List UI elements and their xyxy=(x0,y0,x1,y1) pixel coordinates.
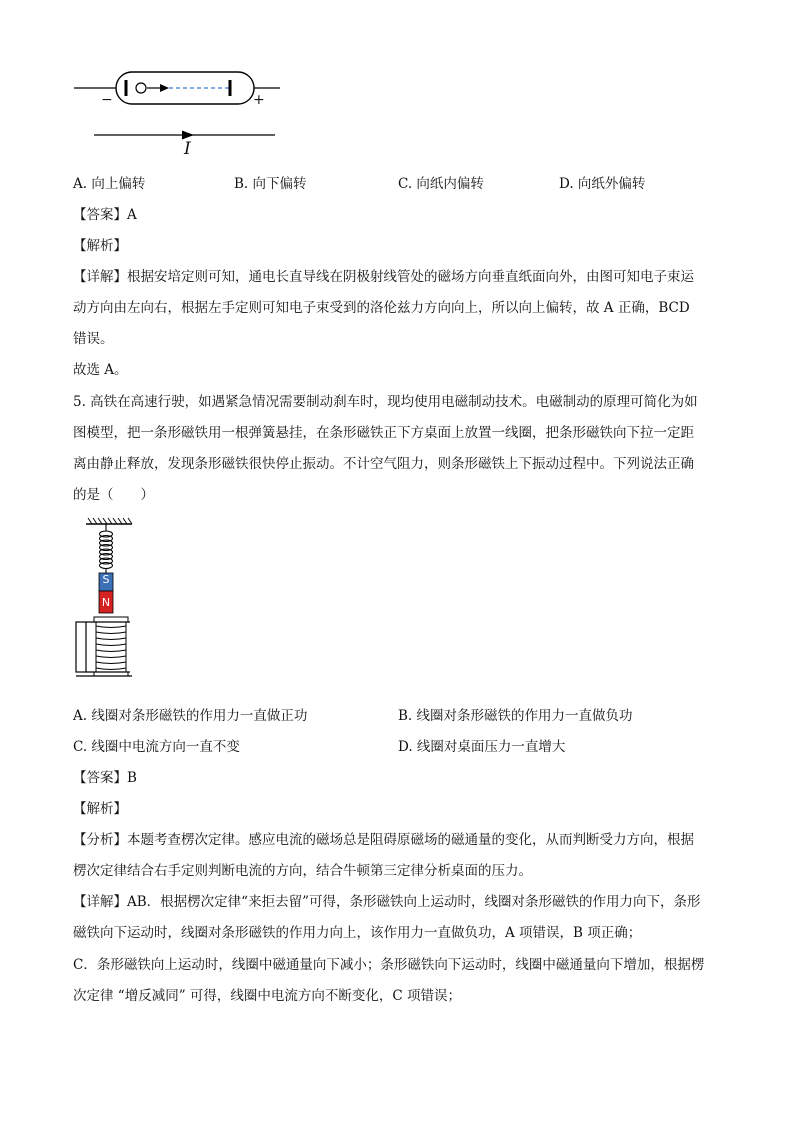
cathode-ray-tube-figure xyxy=(70,66,285,161)
q5-stem-line-3: 离由静止释放，发现条形磁铁很快停止振动。不计空气阻力，则条形磁铁上下振动过程中。下列说法正确 xyxy=(73,456,694,472)
q5-stem-line-2: 图模型，把一条形磁铁用一根弹簧悬挂，在条形磁铁正下方桌面上放置一线圈，把条形磁铁向下拉一定距 xyxy=(73,425,694,441)
q5-option-d: D. 线圈对桌面压力一直增大 xyxy=(398,739,566,755)
q5-detail-line-2: 磁铁向下运动时，线圈对条形磁铁的作用力向上，该作用力一直做负功，A 项错误，B 项正确； xyxy=(73,925,642,941)
q5-detail-line-1: 【详解】AB．根据楞次定律“来拒去留”可得，条形磁铁向上运动时，线圈对条形磁铁的作用力向下，条形 xyxy=(73,894,701,910)
q4-analysis-heading: 【解析】 xyxy=(73,238,127,254)
q5-option-b: B. 线圈对条形磁铁的作用力一直做负功 xyxy=(398,708,633,724)
q5-answer: 【答案】B xyxy=(73,770,137,786)
q4-option-a: A. 向上偏转 xyxy=(73,176,146,192)
q5-analysis-heading: 【解析】 xyxy=(73,801,127,817)
q5-detail-line-3: C．条形磁铁向上运动时，线圈中磁通量向下减小；条形磁铁向下运动时，线圈中磁通量向下增加，根据楞 xyxy=(73,957,705,973)
q5-option-c: C. 线圈中电流方向一直不变 xyxy=(73,739,240,755)
q4-option-b: B. 向下偏转 xyxy=(234,176,307,192)
magnet-n-label: N xyxy=(101,596,111,609)
q5-stem-line-4: 的是（ ） xyxy=(73,487,154,503)
q4-detail-line-3: 错误。 xyxy=(73,331,114,347)
q4-detail-line-2: 动方向由左向右，根据左手定则可知电子束受到的洛伦兹力方向向上，所以向上偏转，故 A 正确，BCD xyxy=(73,300,690,316)
q5-detail-line-4: 次定律 “增反减同” 可得，线圈中电流方向不断变化，C 项错误； xyxy=(73,988,462,1004)
q5-fenxi-line-1: 【分析】本题考查楞次定律。感应电流的磁场总是阻碍原磁场的磁通量的变化，从而判断受力方向，根据 xyxy=(73,832,694,848)
plus-sign: + xyxy=(253,92,265,108)
q4-answer: 【答案】A xyxy=(73,207,137,223)
q5-stem-line-1: 5. 高铁在高速行驶，如遇紧急情况需要制动刹车时，现均使用电磁制动技术。电磁制动的原理可简化为如 xyxy=(73,394,698,410)
q4-choose: 故选 A。 xyxy=(73,362,128,378)
magnet-s-label: S xyxy=(102,573,110,586)
current-label: I xyxy=(184,139,191,159)
q4-option-c: C. 向纸内偏转 xyxy=(398,176,484,192)
q5-fenxi-line-2: 楞次定律结合右手定则判断电流的方向，结合牛顿第三定律分析桌面的压力。 xyxy=(73,863,532,879)
minus-sign: − xyxy=(101,92,113,108)
q4-option-d: D. 向纸外偏转 xyxy=(559,176,646,192)
q4-detail-line-1: 【详解】根据安培定则可知，通电长直导线在阴极射线管处的磁场方向垂直纸面向外，由图可知电子束运 xyxy=(73,269,694,285)
q5-option-a: A. 线圈对条形磁铁的作用力一直做正功 xyxy=(73,708,308,724)
